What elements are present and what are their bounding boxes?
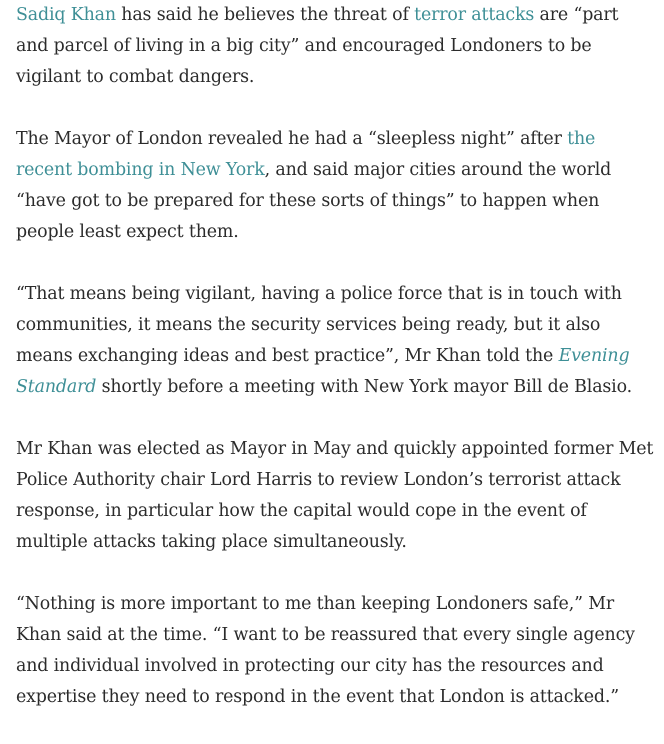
link-terror-attacks[interactable]: terror attacks — [414, 5, 535, 25]
paragraph-4: Mr Khan was elected as Mayor in May and quickly appointed former Met Police Authority chair Lord Harris to review London’s terrorist attack response, in particular how the capital would cope in the event of multiple attacks taking place simultaneously. — [16, 439, 654, 552]
article-body — [16, 0, 656, 744]
paragraph-2 — [16, 124, 656, 248]
link-sadiq-khan[interactable]: Sadiq Khan — [16, 5, 116, 25]
paragraph-3-text-a: “That means being vigilant, having a police force that is in touch with communities, it means the security services being ready, but it also means exchanging ideas and best practice”, Mr Khan told the — [16, 284, 622, 366]
paragraph-3 — [16, 279, 656, 403]
link-evening-standard[interactable]: Evening Standard — [16, 346, 630, 397]
paragraph-1-text-a: has said he believes the threat of — [115, 5, 415, 25]
paragraph-3-text-b: shortly before a meeting with New York mayor Bill de Blasio. — [96, 377, 632, 397]
paragraph-2-text-a: The Mayor of London revealed he had a “sleepless night” after — [16, 129, 568, 149]
paragraph-1-text-b: are “part and parcel of living in a big city” and encouraged Londoners to be vigilant to combat dangers. — [16, 5, 619, 87]
link-bombing-new-york[interactable]: the recent bombing in New York — [16, 129, 596, 180]
paragraph-5: “Nothing is more important to me than keeping Londoners safe,” Mr Khan said at the time. “I want to be reassured that every single agency and individual involved in protecting our city has the resources and expertise they need to respond in the event that London is attacked.” — [16, 594, 635, 707]
paragraph-1 — [16, 0, 656, 93]
paragraph-2-text-b: , and said major cities around the world “have got to be prepared for these sorts of things” to happen when people least expect them. — [16, 160, 612, 242]
